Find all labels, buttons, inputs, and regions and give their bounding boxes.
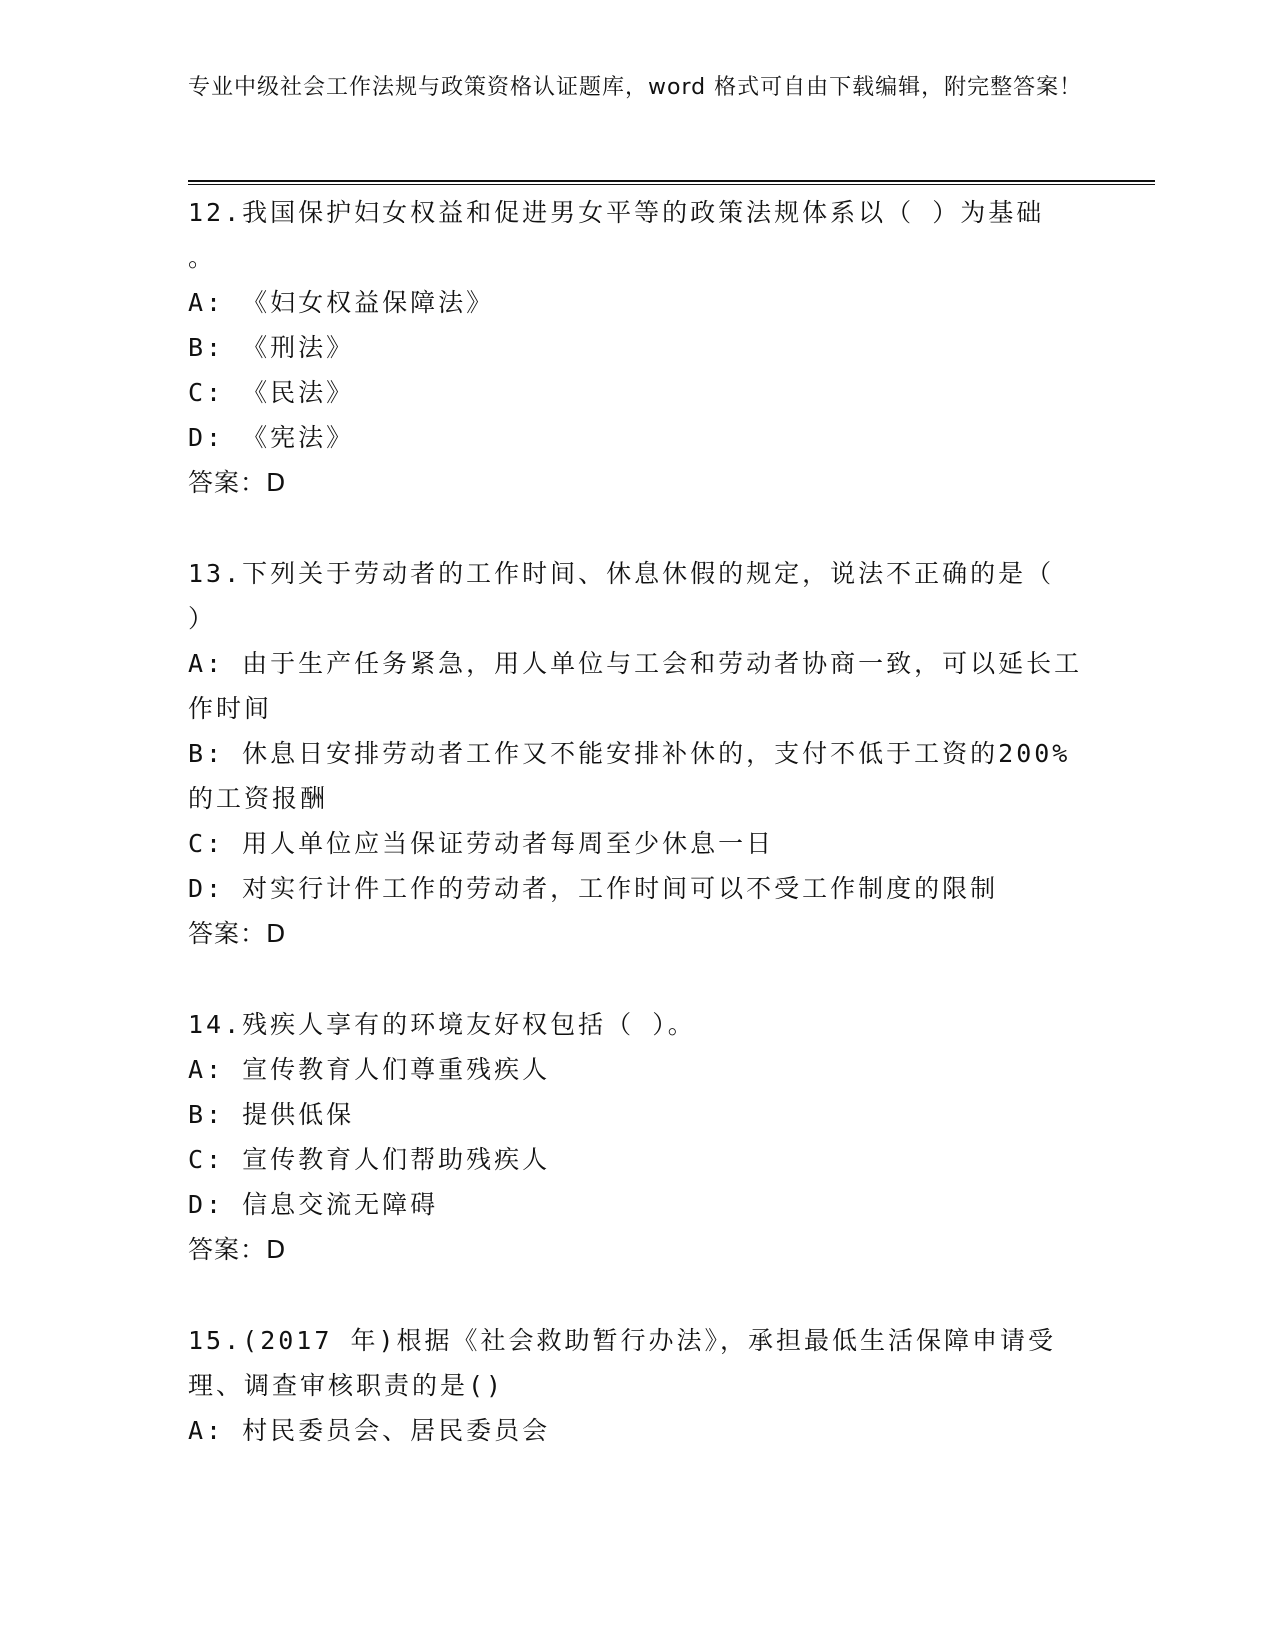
option-a: A: 《妇女权益保障法》: [188, 288, 495, 317]
header-divider-thin: [188, 184, 1155, 185]
header-text: 专业中级社会工作法规与政策资格认证题库，word 格式可自由下载编辑，附完整答案！: [188, 75, 1083, 100]
option-a: A: 村民委员会、居民委员会: [188, 1416, 551, 1445]
header-divider: [188, 180, 1155, 182]
option-d: D: 信息交流无障碍: [188, 1190, 439, 1219]
question-list: [188, 190, 1088, 1499]
option-a: A: 宣传教育人们尊重残疾人: [188, 1055, 551, 1084]
question-stem: 13.下列关于劳动者的工作时间、休息休假的规定，说法不正确的是（ ）: [188, 559, 1055, 633]
option-b: B: 休息日安排劳动者工作又不能安排补休的，支付不低于工资的200%的工资报酬: [188, 739, 1071, 813]
question-12: [188, 190, 1088, 505]
question-stem: 14.残疾人享有的环境友好权包括（ ）。: [188, 1010, 696, 1039]
question-13: [188, 551, 1088, 956]
document-header: [188, 72, 1088, 104]
option-d: D: 对实行计件工作的劳动者，工作时间可以不受工作制度的限制: [188, 874, 999, 903]
answer: 答案：D: [188, 1235, 287, 1264]
option-b: B: 《刑法》: [188, 333, 355, 362]
option-a: A: 由于生产任务紧急，用人单位与工会和劳动者协商一致，可以延长工作时间: [188, 649, 1083, 723]
question-stem: 15.(2017 年)根据《社会救助暂行办法》，承担最低生活保障申请受理、调查审核职责的是(): [188, 1326, 1057, 1400]
question-stem: 12.我国保护妇女权益和促进男女平等的政策法规体系以（ ）为基础 。: [188, 198, 1045, 272]
option-c: C: 宣传教育人们帮助残疾人: [188, 1145, 551, 1174]
option-c: C: 《民法》: [188, 378, 355, 407]
question-15: [188, 1318, 1088, 1453]
question-14: [188, 1002, 1088, 1272]
answer: 答案：D: [188, 468, 287, 497]
option-d: D: 《宪法》: [188, 423, 355, 452]
option-b: B: 提供低保: [188, 1100, 355, 1129]
option-c: C: 用人单位应当保证劳动者每周至少休息一日: [188, 829, 775, 858]
answer: 答案：D: [188, 919, 287, 948]
